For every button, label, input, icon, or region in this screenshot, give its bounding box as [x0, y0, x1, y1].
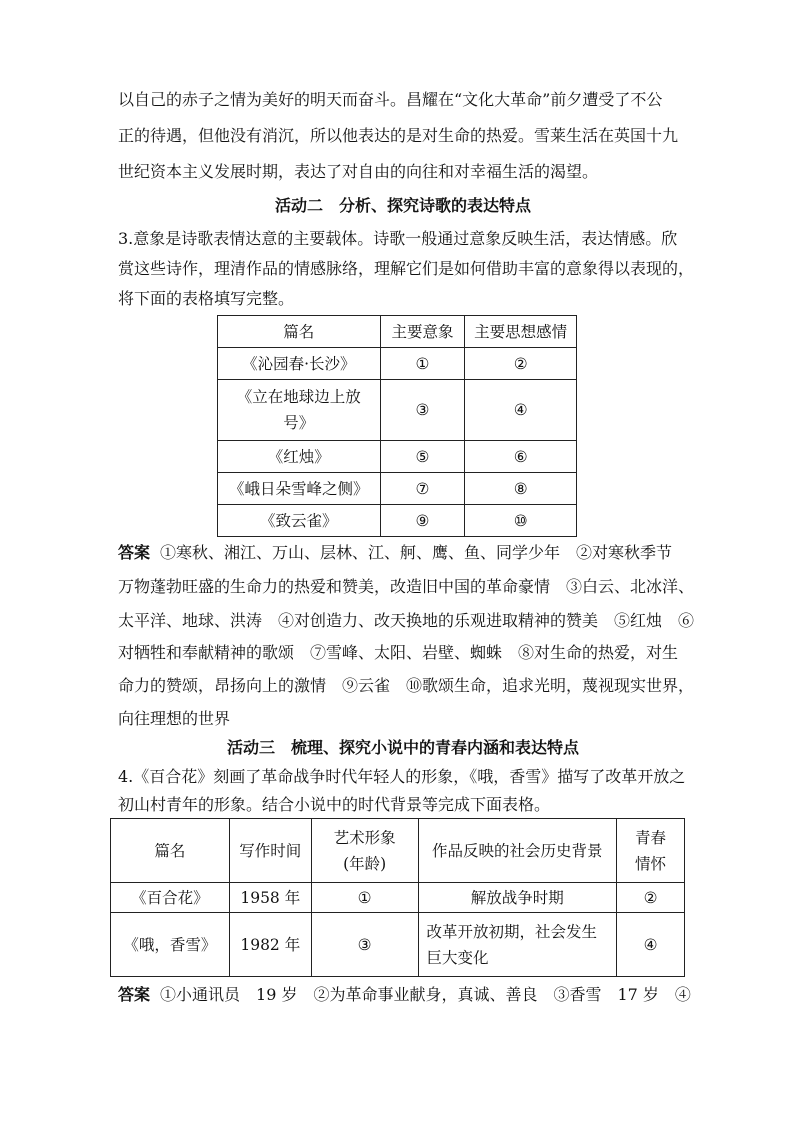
poem-title: 《红烛》 [218, 441, 381, 473]
table-row [218, 505, 577, 537]
table-row [218, 380, 577, 441]
activity2-heading: 活动二 分析、探究诗歌的表达特点 [274, 196, 531, 215]
imagery-blank: ① [380, 348, 465, 380]
header-character-l1: 艺术形象 [333, 828, 396, 847]
header-emotion: 主要思想感情 [465, 316, 577, 348]
poem-title: 《致云雀》 [218, 505, 381, 537]
table-row [111, 883, 685, 913]
novel-title: 《百合花》 [111, 883, 230, 913]
header-time: 写作时间 [229, 819, 311, 883]
emotion-blank: ② [465, 348, 577, 380]
activity3-heading: 活动三 梳理、探究小说中的青春内涵和表达特点 [226, 738, 579, 757]
novel-background-table [110, 818, 685, 977]
emotion-blank: ⑩ [465, 505, 577, 537]
header-imagery: 主要意象 [380, 316, 465, 348]
header-youth [617, 819, 685, 883]
novel-title: 《哦，香雪》 [111, 913, 230, 977]
poem-title: 《沁园春·长沙》 [218, 348, 381, 380]
intro-line-1: 以自己的赤子之情为美好的明天而奋斗。昌耀在“文化大革命”前夕遭受了不公 [118, 90, 663, 109]
answer3-line-1 [118, 540, 688, 566]
imagery-blank: ⑨ [380, 505, 465, 537]
question3-line-3: 将下面的表格填写完整。 [118, 289, 295, 308]
table-row [218, 473, 577, 505]
table-row [111, 913, 685, 977]
answer4-line-1 [118, 982, 691, 1008]
answer3-line-5: 命力的赞颂，昂扬向上的激情 ⑨云雀 ⑩歌颂生命，追求光明，蔑视现实世界， [118, 676, 695, 695]
table-header-row [111, 819, 685, 883]
poem-title: 《立在地球边上放号》 [218, 380, 381, 441]
emotion-blank: ④ [465, 380, 577, 441]
social-background: 改革开放初期，社会发生巨大变化 [418, 913, 617, 977]
youth-blank: ② [617, 883, 685, 913]
question3-line-2: 赏这些诗作，理清作品的情感脉络，理解它们是如何借助丰富的意象得以表现的， [118, 259, 695, 278]
writing-time: 1958 年 [229, 883, 311, 913]
answer-label: 答案 [118, 985, 151, 1004]
header-character-l2: (年龄) [343, 854, 387, 873]
character-blank: ③ [311, 913, 418, 977]
header-youth-l2: 情怀 [635, 854, 667, 873]
social-background: 解放战争时期 [418, 883, 617, 913]
imagery-blank: ⑤ [380, 441, 465, 473]
question4-line-1: 4.《百合花》刻画了革命战争时代年轻人的形象，《哦，香雪》描写了改革开放之 [118, 767, 686, 786]
header-title: 篇名 [218, 316, 381, 348]
header-title: 篇名 [111, 819, 230, 883]
header-youth-l1: 青春 [635, 828, 667, 847]
poem-title: 《峨日朵雪峰之侧》 [218, 473, 381, 505]
intro-line-3: 世纪资本主义发展时期，表达了对自由的向往和对幸福生活的渴望。 [118, 162, 599, 181]
table-row [218, 348, 577, 380]
emotion-blank: ⑧ [465, 473, 577, 505]
imagery-blank: ⑦ [380, 473, 465, 505]
answer3-line-6: 向往理想的世界 [118, 709, 231, 728]
answer3-line-4: 对牺牲和奉献精神的歌颂 ⑦雪峰、太阳、岩壁、蜘蛛 ⑧对生命的热爱，对生 [118, 643, 679, 662]
table-row [218, 441, 577, 473]
imagery-blank: ③ [380, 380, 465, 441]
youth-blank: ④ [617, 913, 685, 977]
answer3-line-3: 太平洋、地球、洪涛 ④对创造力、改天换地的乐观进取精神的赞美 ⑤红烛 ⑥ [118, 611, 695, 630]
answer4-text: ①小通讯员 19 岁 ②为革命事业献身，真诚、善良 ③香雪 17 岁 ④ [160, 985, 691, 1004]
writing-time: 1982 年 [229, 913, 311, 977]
answer-label: 答案 [118, 543, 151, 562]
table-header-row [218, 316, 577, 348]
header-character [311, 819, 418, 883]
question4-line-2: 初山村青年的形象。结合小说中的时代背景等完成下面表格。 [118, 795, 551, 814]
answer3-text-1: ①寒秋、湘江、万山、层林、江、舸、鹰、鱼、同学少年 ②对寒秋季节 [160, 543, 673, 562]
emotion-blank: ⑥ [465, 441, 577, 473]
header-background: 作品反映的社会历史背景 [418, 819, 617, 883]
answer3-line-2: 万物蓬勃旺盛的生命力的热爱和赞美，改造旧中国的革命豪情 ③白云、北冰洋、 [118, 577, 695, 596]
character-blank: ① [311, 883, 418, 913]
question3-line-1: 3.意象是诗歌表情达意的主要载体。诗歌一般通过意象反映生活，表达情感。欣 [118, 229, 678, 248]
poetry-imagery-table [217, 315, 577, 537]
intro-line-2: 正的待遇，但他没有消沉，所以他表达的是对生命的热爱。雪莱生活在英国十九 [118, 126, 679, 145]
